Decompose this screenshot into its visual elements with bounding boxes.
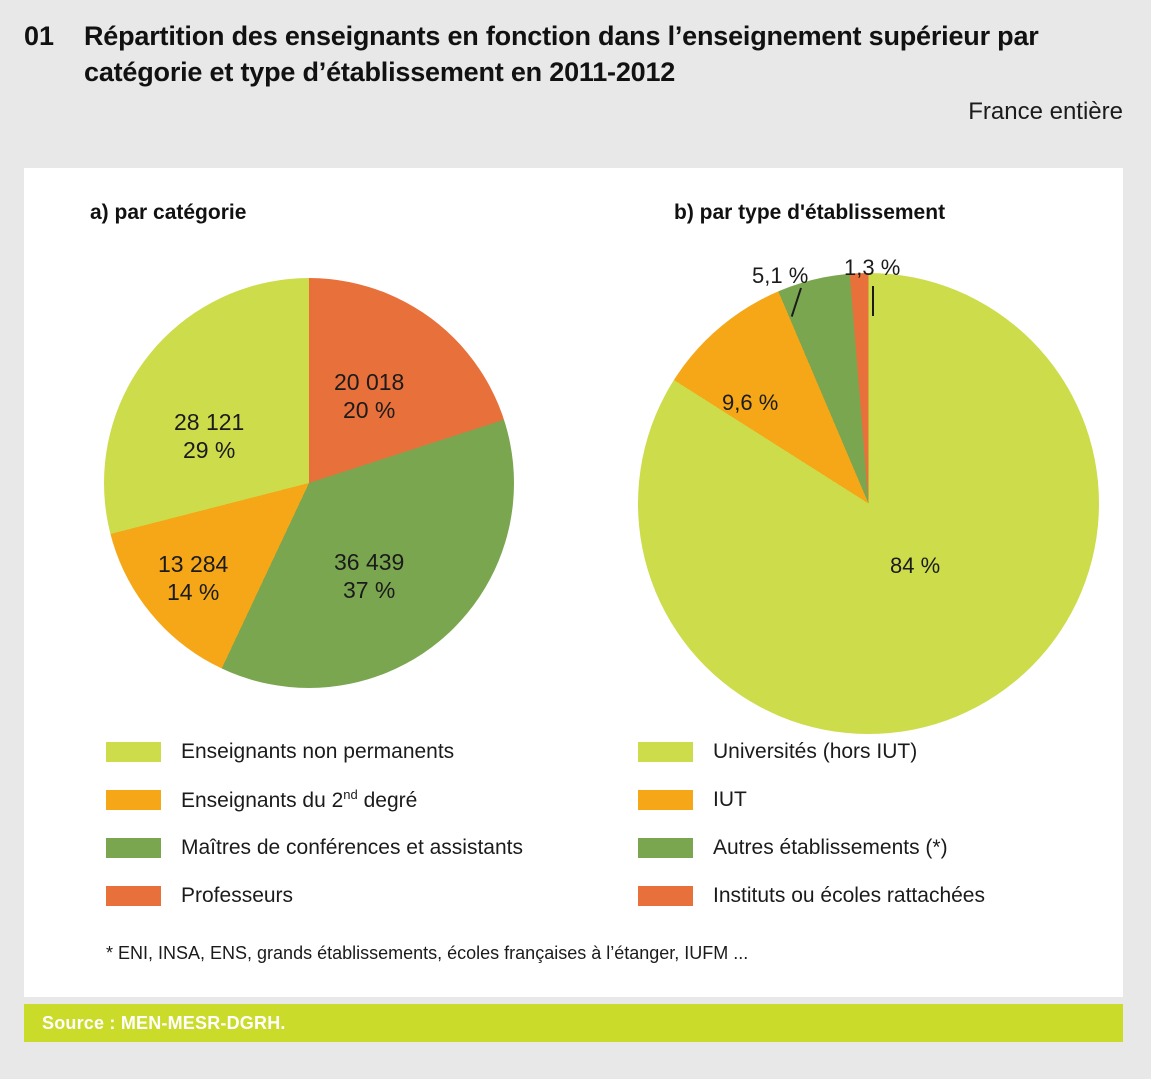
page-title: Répartition des enseignants en fonction dans l’enseignement supérieur par catégorie et type d’établissement en 2011-2012: [84, 21, 1039, 87]
chart-a-caption: a) par catégorie: [90, 201, 247, 224]
legend-swatch-maitres: [106, 838, 161, 858]
pie-a-percent-non-permanents: 29 %: [182, 437, 236, 463]
figure-scope: France entière: [968, 98, 1123, 125]
legend-item-instituts[interactable]: [638, 872, 1108, 920]
pie-a-label-professeurs: [334, 368, 404, 424]
pie-a-label-second-degre: [158, 550, 228, 606]
legend-label-iut: IUT: [713, 788, 747, 811]
legend-item-second-degre[interactable]: [106, 776, 576, 824]
legend-swatch-professeurs: [106, 886, 161, 906]
legend-label-universites: Universités (hors IUT): [713, 740, 918, 763]
figure-header: [24, 18, 1129, 126]
pie-chart-by-institution: [638, 273, 1099, 734]
legend-label-second-degre: [181, 787, 417, 813]
legend-item-professeurs[interactable]: [106, 872, 576, 920]
legend-label-second-degre-main: Enseignants du 2: [181, 789, 344, 812]
legend-item-maitres[interactable]: [106, 824, 576, 872]
pie-b-label-iut: 9,6 %: [722, 390, 779, 415]
legend-swatch-iut: [638, 790, 693, 810]
footnote: * ENI, INSA, ENS, grands établissements, écoles françaises à l’étanger, IUFM ...: [106, 943, 749, 963]
title-row: [24, 18, 1129, 90]
legend-label-instituts: Instituts ou écoles rattachées: [713, 884, 985, 907]
figure-number: 01: [24, 21, 55, 51]
source-text: Source : MEN-MESR-DGRH.: [42, 1012, 286, 1033]
legend-by-category: [106, 728, 576, 920]
pie-a-value-second-degre: 13 284: [158, 551, 229, 577]
pie-b-label-autres: 5,1 %: [752, 263, 809, 288]
pie-a-label-maitres: [334, 548, 404, 604]
legend-item-non-permanents[interactable]: [106, 728, 576, 776]
pie-a-percent-professeurs: 20 %: [342, 397, 396, 423]
source-bar: [24, 1004, 1123, 1042]
pie-a-value-professeurs: 20 018: [334, 369, 405, 395]
charts-panel: [24, 168, 1123, 997]
legend-swatch-non-permanents: [106, 742, 161, 762]
legend-item-autres[interactable]: [638, 824, 1108, 872]
chart-b-caption: b) par type d'établissement: [674, 201, 946, 224]
pie-a-value-non-permanents: 28 121: [174, 409, 245, 435]
legend-label-non-permanents: Enseignants non permanents: [181, 740, 455, 763]
legend-item-iut[interactable]: [638, 776, 1108, 824]
pie-chart-by-category: [104, 278, 514, 688]
legend-swatch-second-degre: [106, 790, 161, 810]
leader-line-instituts: [872, 286, 874, 316]
legend-swatch-autres: [638, 838, 693, 858]
pie-b-label-universites: 84 %: [890, 553, 941, 578]
legend-label-professeurs: Professeurs: [181, 884, 294, 907]
legend-swatch-instituts: [638, 886, 693, 906]
pie-a-percent-maitres: 37 %: [342, 577, 396, 603]
legend-item-universites[interactable]: [638, 728, 1108, 776]
pie-a-value-maitres: 36 439: [334, 549, 405, 575]
legend-label-maitres: Maîtres de conférences et assistants: [181, 836, 523, 859]
pie-a-label-non-permanents: [174, 408, 244, 464]
legend-label-second-degre-sup: nd: [343, 787, 358, 802]
legend-swatch-universites: [638, 742, 693, 762]
legend-label-autres: Autres établissements (*): [713, 836, 948, 859]
pie-a-percent-second-degre: 14 %: [166, 579, 220, 605]
legend-label-second-degre-suffix: degré: [357, 789, 418, 812]
legend-by-institution: [638, 728, 1108, 920]
pie-b-label-instituts: 1,3 %: [844, 255, 901, 280]
